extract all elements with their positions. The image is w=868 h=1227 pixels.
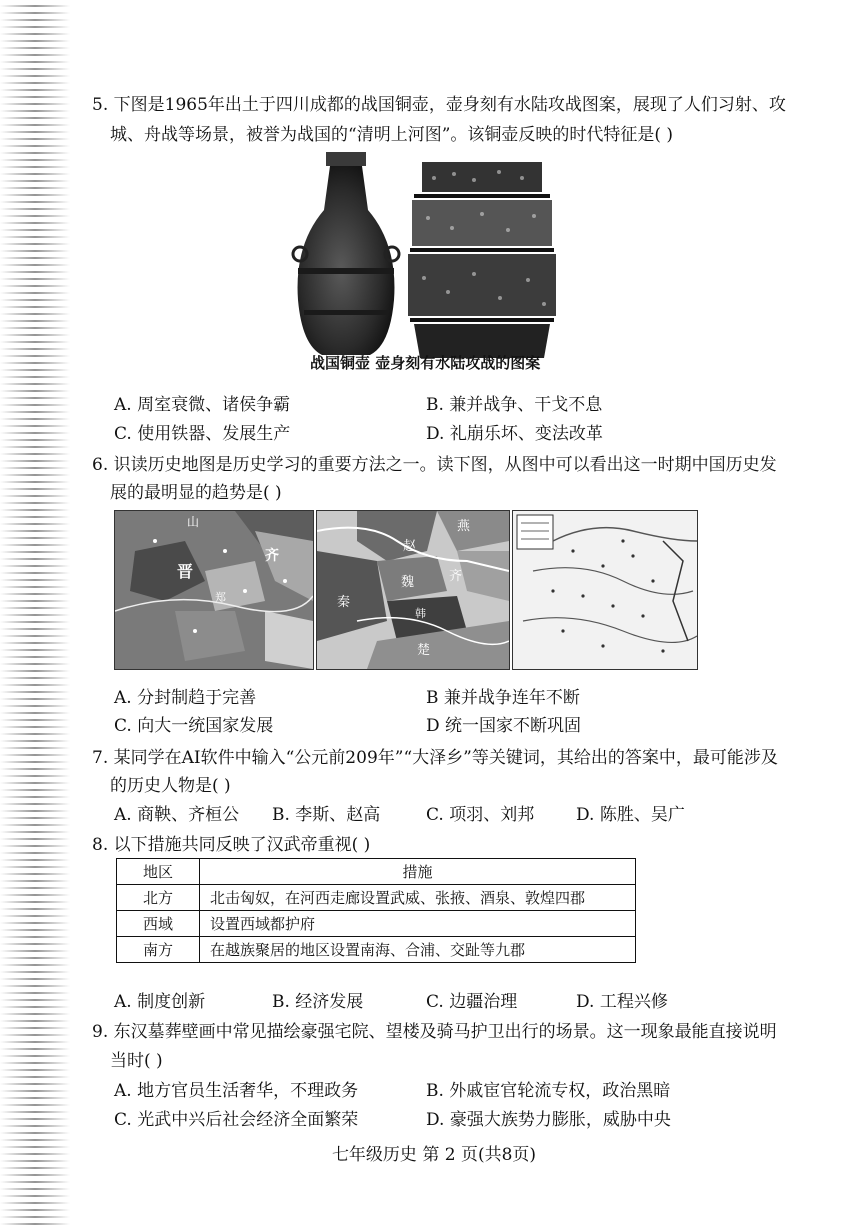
map2-label-qin: 秦 <box>337 595 351 610</box>
map2-label-qi: 齐 <box>449 569 463 584</box>
q8-option-b: B. 经济发展 <box>272 992 364 1012</box>
table-cell-region: 南方 <box>117 937 200 963</box>
q7-text-line2: 的历史人物是( ) <box>110 776 231 796</box>
map2-label-zhao: 赵 <box>403 539 417 554</box>
map2-label-wei: 魏 <box>401 575 415 590</box>
map1-label-zheng: 郑 <box>215 591 226 604</box>
q9-option-c: C. 光武中兴后社会经济全面繁荣 <box>114 1110 359 1130</box>
table-cell-measure: 在越族聚居的地区设置南海、合浦、交趾等九郡 <box>200 937 636 963</box>
map1-label-qi: 齐 <box>265 548 279 564</box>
q6-option-b: B 兼并战争连年不断 <box>426 688 580 708</box>
table-cell-measure: 北击匈奴，在河西走廊设置武威、张掖、酒泉、敦煌四郡 <box>200 885 636 911</box>
table-cell-measure: 设置西域都护府 <box>200 911 636 937</box>
q8-option-d: D. 工程兴修 <box>576 992 668 1012</box>
q6-option-d: D 统一国家不断巩固 <box>426 716 582 736</box>
q7-option-d: D. 陈胜、吴广 <box>576 805 685 825</box>
q5-text-line2: 城、舟战等场景，被誉为战国的“清明上河图”。该铜壶反映的时代特征是( ) <box>110 125 674 145</box>
q6-option-c: C. 向大一统国家发展 <box>114 716 274 736</box>
table-header-measure: 措施 <box>200 859 636 885</box>
q9-option-d: D. 豪强大族势力膨胀，威胁中央 <box>426 1110 671 1130</box>
q5-option-c: C. 使用铁器、发展生产 <box>114 424 291 444</box>
q7-text-line1: 7. 某同学在AI软件中输入“公元前209年”“大泽乡”等关键词，其给出的答案中，最可能涉及 <box>92 748 778 768</box>
bronze-vase-image <box>290 150 402 360</box>
image-caption: 战国铜壶 壶身刻有水陆攻战的图案 <box>310 354 541 372</box>
q8-text-line1: 8. 以下措施共同反映了汉武帝重视( ) <box>92 835 371 855</box>
page-footer: 七年级历史 第 2 页(共8页) <box>331 1145 537 1165</box>
table-cell-region: 北方 <box>117 885 200 911</box>
binding-edge <box>0 0 70 1227</box>
q9-option-a: A. 地方官员生活奢华，不理政务 <box>114 1081 359 1101</box>
map-spring-autumn <box>114 510 314 670</box>
table-header-region: 地区 <box>117 859 200 885</box>
table-cell-region: 西域 <box>117 911 200 937</box>
q9-text-line1: 9. 东汉墓葬壁画中常见描绘豪强宅院、望楼及骑马护卫出行的场景。这一现象最能直接说明 <box>92 1022 777 1042</box>
q9-text-line2: 当时( ) <box>110 1051 163 1071</box>
q7-option-a: A. 商鞅、齐桓公 <box>114 805 240 825</box>
q8-option-a: A. 制度创新 <box>114 992 206 1012</box>
battle-pattern-image <box>404 158 560 360</box>
measures-table <box>116 858 636 963</box>
q6-text-line1: 6. 识读历史地图是历史学习的重要方法之一。读下图，从图中可以看出这一时期中国历史发 <box>92 455 777 475</box>
q5-option-a: A. 周室衰微、诸侯争霸 <box>114 395 291 415</box>
q6-text-line2: 展的最明显的趋势是( ) <box>110 483 282 503</box>
q7-option-b: B. 李斯、赵高 <box>272 805 381 825</box>
table-row <box>117 885 636 911</box>
q9-option-b: B. 外戚宦官轮流专权，政治黑暗 <box>426 1081 671 1101</box>
map2-label-han: 韩 <box>415 607 426 620</box>
map-warring-states <box>316 510 510 670</box>
q5-option-b: B. 兼并战争、干戈不息 <box>426 395 603 415</box>
q7-option-c: C. 项羽、刘邦 <box>426 805 535 825</box>
map1-label-shan: 山 <box>187 515 200 529</box>
table-row <box>117 911 636 937</box>
map-unified-china <box>512 510 698 670</box>
map2-label-chu: 楚 <box>417 643 431 658</box>
q5-text-line1: 5. 下图是1965年出土于四川成都的战国铜壶，壶身刻有水陆攻战图案，展现了人们习射、攻 <box>92 95 786 115</box>
table-header-row <box>117 859 636 885</box>
q5-option-d: D. 礼崩乐坏、变法改革 <box>426 424 603 444</box>
q8-option-c: C. 边疆治理 <box>426 992 518 1012</box>
map1-label-jin: 晋 <box>177 562 194 581</box>
q6-option-a: A. 分封制趋于完善 <box>114 688 257 708</box>
table-row <box>117 937 636 963</box>
map2-label-yan: 燕 <box>457 519 471 534</box>
